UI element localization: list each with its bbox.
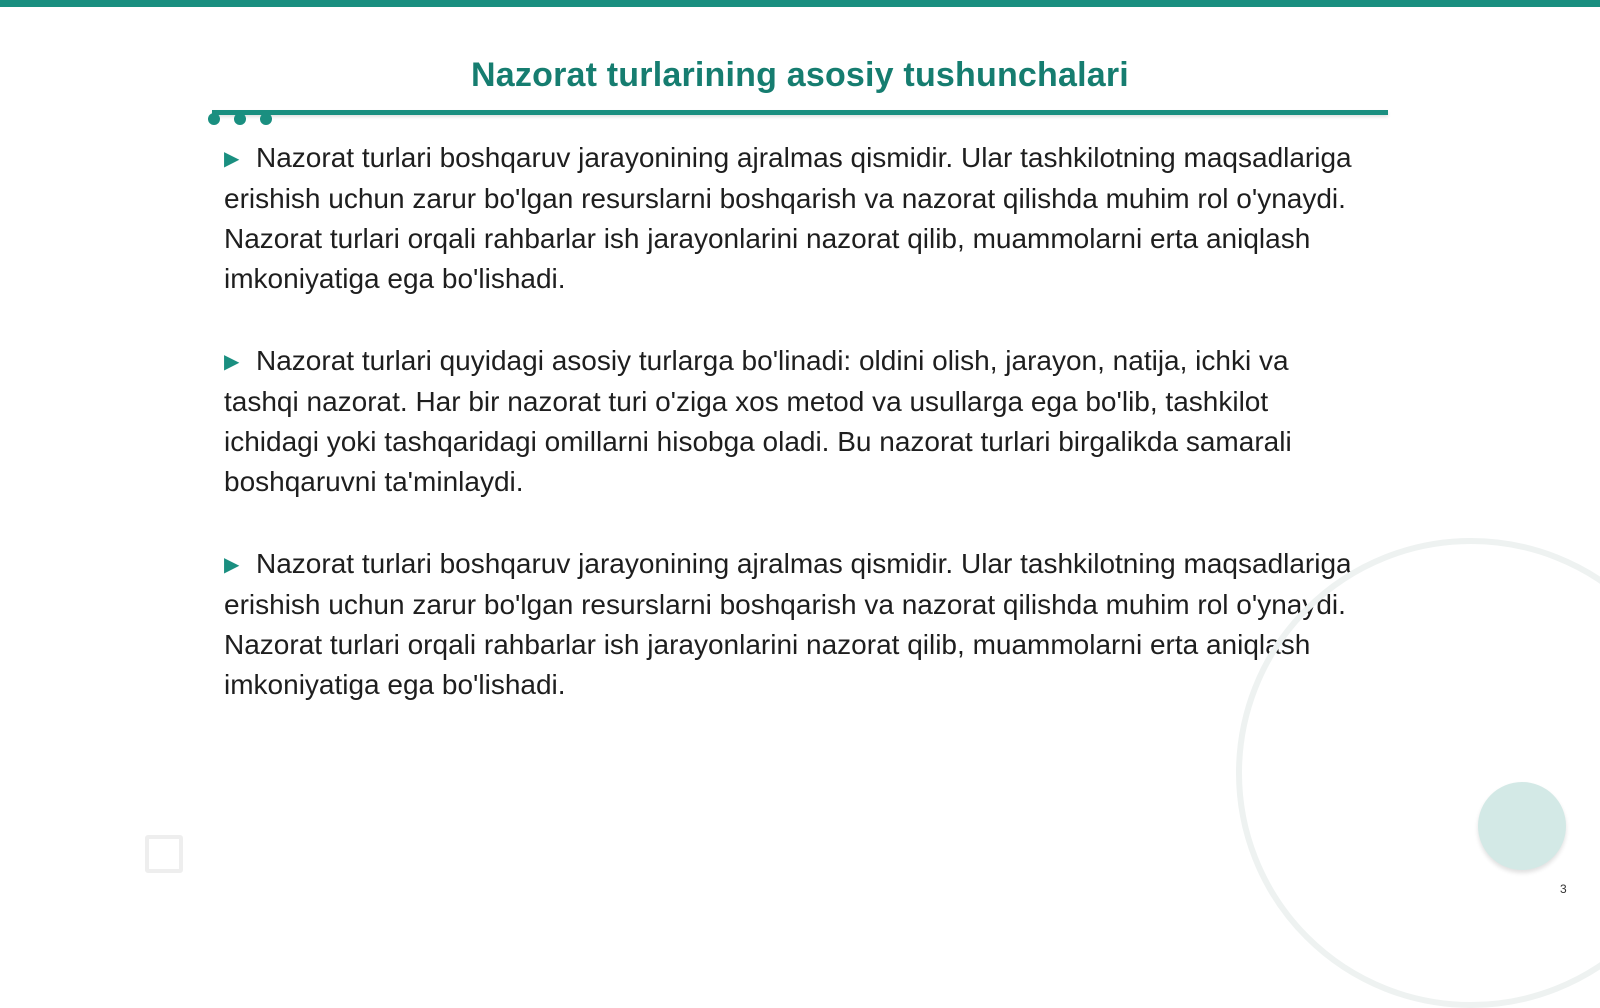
bullet-text: Nazorat turlari boshqaruv jarayonining ajralmas qismidir. Ular tashkilotning maqsadlariga erishish uchun zarur bo'lgan resurslarni boshqarish va nazorat qilishda muhim rol o'ynaydi. Nazorat turlari orqali rahbarlar ish jarayonlarini nazorat qilib, muammolarni erta aniqlash imkoniyatiga ega bo'lishadi.	[224, 142, 1352, 294]
bullet-text: Nazorat turlari boshqaruv jarayonining ajralmas qismidir. Ular tashkilotning maqsadlariga erishish uchun zarur bo'lgan resurslarni boshqarish va nazorat qilishda muhim rol o'ynaydi. Nazorat turlari orqali rahbarlar ish jarayonlarini nazorat qilib, muammolarni erta aniqlash imkoniyatiga ega bo'lishadi.	[224, 548, 1352, 700]
bullet-paragraph-1	[224, 138, 1369, 299]
bullet-paragraph-2	[224, 341, 1369, 502]
top-accent-bar	[0, 0, 1600, 7]
slide-title: Nazorat turlarining asosiy tushunchalari	[471, 56, 1129, 94]
decor-dot	[208, 113, 220, 125]
decorative-circle	[1478, 782, 1566, 870]
decor-dot	[260, 113, 272, 125]
page-number: 3	[1560, 882, 1567, 896]
bullet-list	[224, 138, 1369, 747]
bullet-arrow-icon: ▶	[224, 148, 240, 170]
bullet-arrow-icon: ▶	[224, 554, 240, 576]
bullet-arrow-icon: ▶	[224, 351, 240, 373]
title-underline	[212, 110, 1388, 115]
bullet-paragraph-3	[224, 544, 1369, 705]
decorative-square	[145, 835, 183, 873]
bullet-text: Nazorat turlari quyidagi asosiy turlarga bo'linadi: oldini olish, jarayon, natija, ichki va tashqi nazorat. Har bir nazorat turi o'ziga xos metod va usullarga ega bo'lib, tashkilot ichidagi yoki tashqaridagi omillarni hisobga oladi. Bu nazorat turlari birgalikda samarali boshqaruvni ta'minlaydi.	[224, 345, 1292, 497]
decor-dot	[234, 113, 246, 125]
